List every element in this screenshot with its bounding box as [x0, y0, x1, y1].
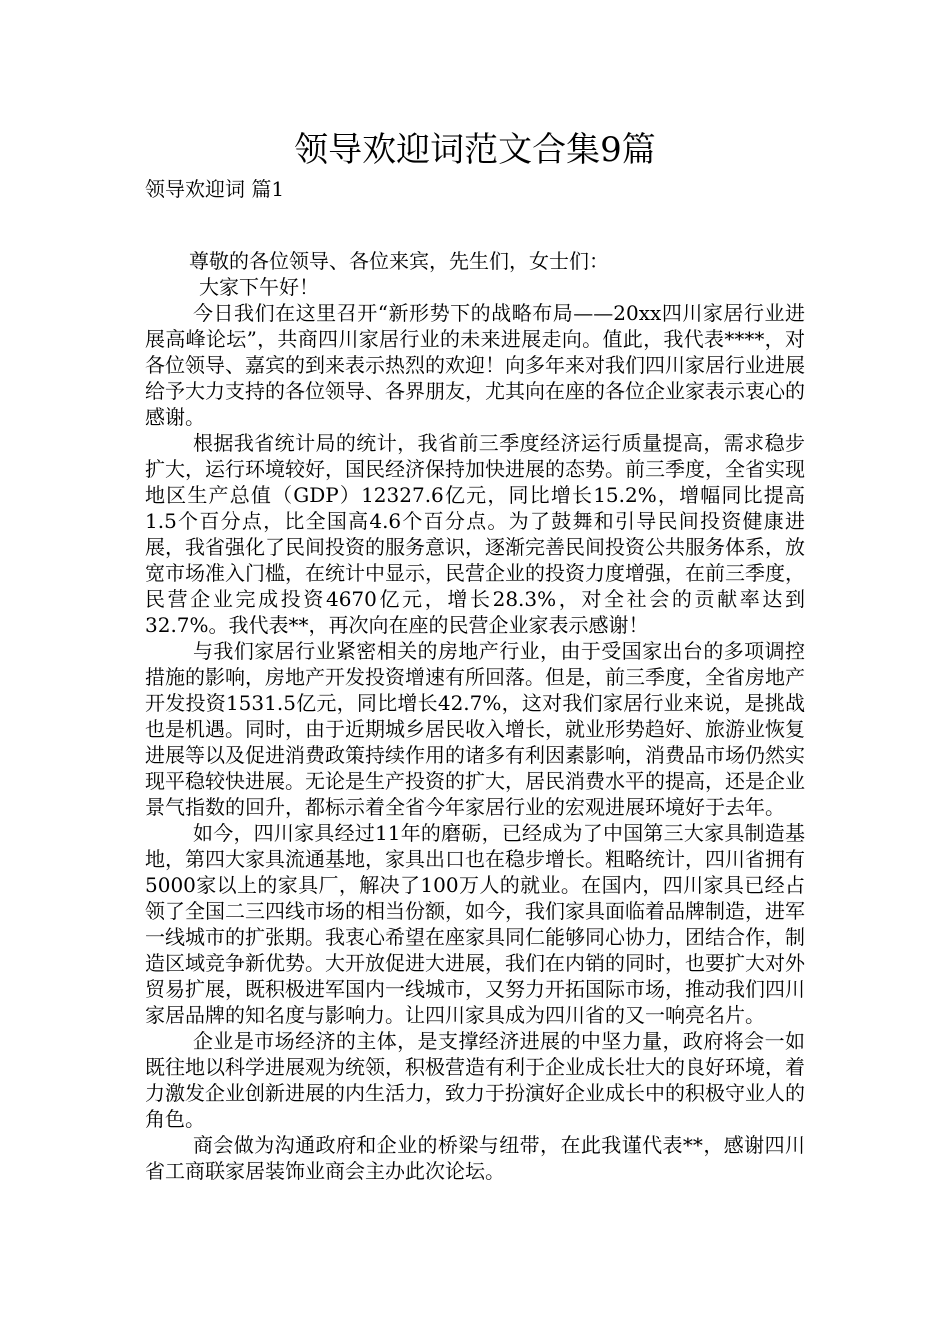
body-paragraph: 如今，四川家具经过11年的磨砺，已经成为了中国第三大家具制造基地，第四大家具流通基地，家具出口也在稳步增长。粗略统计，四川省拥有5000家以上的家具厂，解决了100万人的就业。在国内，四川家具已经占领了全国二三四线市场的相当份额，如今，我们家具面临着品牌制造，进军一线城市的扩张期。我衷心希望在座家具同仁能够同心协力，团结合作，制造区域竞争新优势。大开放促进大进展，我们在内销的同时，也要扩大对外贸易扩展，既积极进军国内一线城市，又努力开拓国际市场，推动我们四川家居品牌的知名度与影响力。让四川家具成为四川省的又一响亮名片。 [145, 821, 805, 1027]
body-paragraph: 与我们家居行业紧密相关的房地产行业，由于受国家出台的多项调控措施的影响，房地产开发投资增速有所回落。但是，前三季度，全省房地产开发投资1531.5亿元，同比增长42.7%，这对我们家居行业来说，是挑战也是机遇。同时，由于近期城乡居民收入增长，就业形势趋好、旅游业恢复进展等以及促进消费政策持续作用的诸多有利因素影响，消费品市场仍然实现平稳较快进展。无论是生产投资的扩大，居民消费水平的提高，还是企业景气指数的回升，都标示着全省今年家居行业的宏观进展环境好于去年。 [145, 639, 805, 819]
document-title: 领导欢迎词范文合集9篇 [294, 130, 656, 170]
body-paragraph: 企业是市场经济的主体，是支撑经济进展的中坚力量，政府将会一如既往地以科学进展观为统领，积极营造有利于企业成长壮大的良好环境，着力激发企业创新进展的内生活力，致力于扮演好企业成长中的积极守业人的角色。 [145, 1029, 805, 1131]
body-paragraph: 根据我省统计局的统计，我省前三季度经济运行质量提高，需求稳步扩大，运行环境较好，国民经济保持加快进展的态势。前三季度，全省实现地区生产总值（GDP）12327.6亿元，同比增长15.2%，增幅同比提高1.5个百分点，比全国高4.6个百分点。为了鼓舞和引导民间投资健康进展，我省强化了民间投资的服务意识，逐渐完善民间投资公共服务体系，放宽市场准入门槛，在统计中显示，民营企业的投资力度增强，在前三季度，民营企业完成投资4670亿元，增长28.3%，对全社会的贡献率达到32.7%。我代表**，再次向在座的民营企业家表示感谢！ [145, 431, 805, 637]
section-heading: 领导欢迎词 篇1 [145, 177, 285, 201]
body-paragraph: 商会做为沟通政府和企业的桥梁与纽带，在此我谨代表**，感谢四川省工商联家居装饰业商会主办此次论坛。 [145, 1133, 805, 1183]
body-paragraph: 今日我们在这里召开“新形势下的战略布局——20xx四川家居行业进展高峰论坛”，共商四川家居行业的未来进展走向。值此，我代表****，对各位领导、嘉宾的到来表示热烈的欢迎！向多年来对我们四川家居行业进展给予大力支持的各位领导、各界朋友，尤其向在座的各位企业家表示衷心的感谢。 [145, 301, 805, 429]
document-body [145, 248, 805, 1184]
greeting-line: 大家下午好！ [199, 275, 319, 299]
salutation-line: 尊敬的各位领导、各位来宾，先生们，女士们： [189, 249, 609, 273]
